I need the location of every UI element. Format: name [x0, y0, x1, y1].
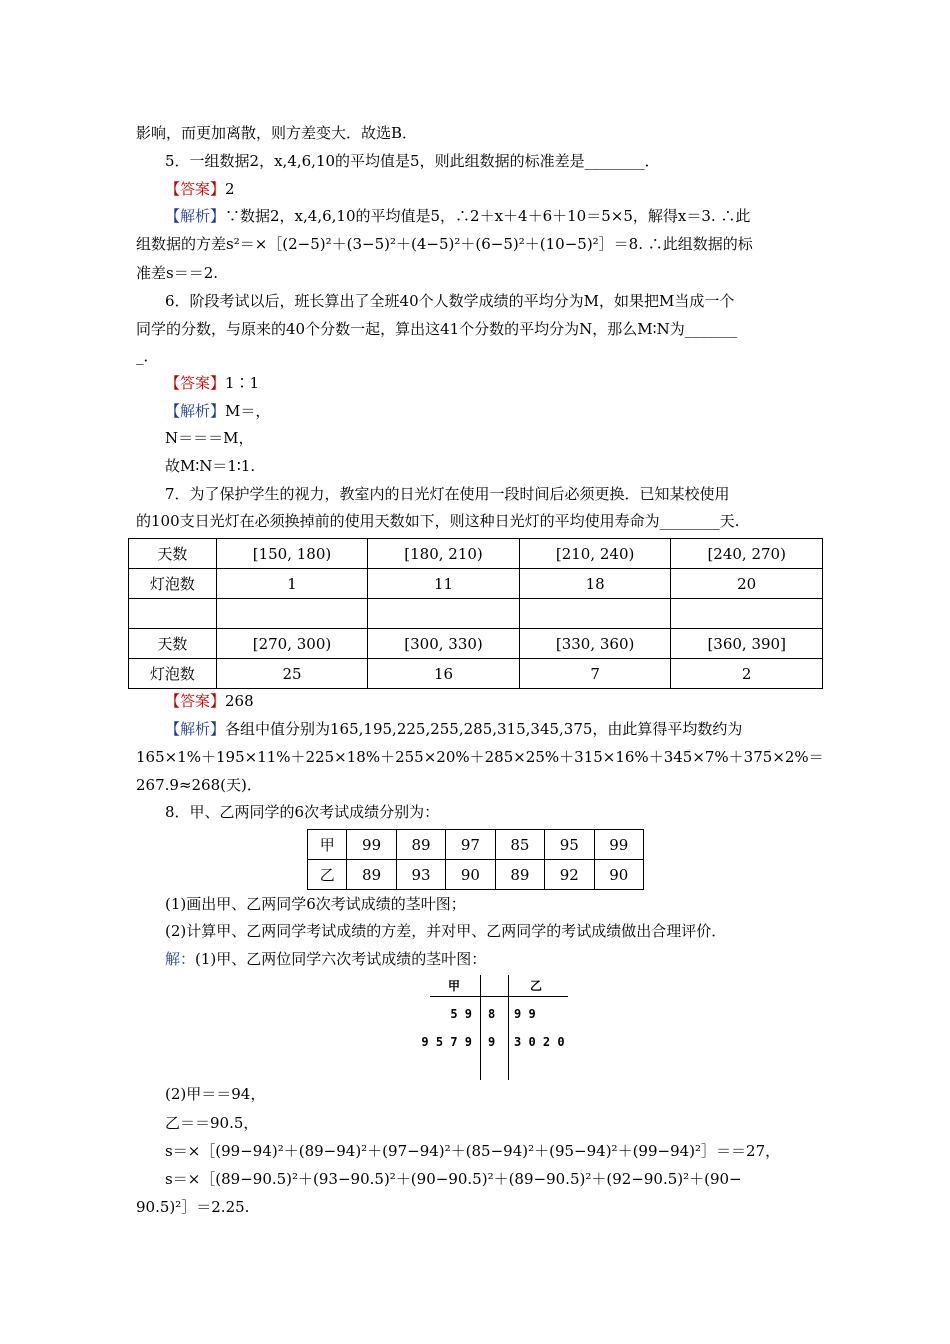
stem-value: 8: [488, 1007, 496, 1021]
text-line: 90.5)²］＝2.25.: [136, 1198, 250, 1216]
question-6: 6．阶段考试以后，班长算出了全班40个人数学成绩的平均分为M，如果把M当成一个: [165, 292, 735, 310]
header-left: 甲: [448, 979, 461, 993]
scores-table: [307, 829, 644, 890]
text-line: 267.9≈268(天)．: [136, 776, 262, 794]
leaves-left: 9 5 7 9: [421, 1035, 472, 1049]
header-right: 乙: [530, 979, 543, 993]
question-8-part-2: (2)计算甲、乙两同学考试成绩的方差，并对甲、乙两同学的考试成绩做出合理评价．: [165, 922, 727, 940]
leaves-left: 5 9: [450, 1007, 472, 1021]
question-5: 5．一组数据2，x,4,6,10的平均值是5，则此组数据的标准差是________．: [165, 152, 660, 170]
question-8: 8．甲、乙两同学的6次考试成绩分别为：: [165, 803, 440, 821]
solution-tag: 解：: [165, 950, 196, 968]
table-row: 天数 [150, 180) [180, 210) [210, 240) [240, 270): [129, 539, 823, 569]
text-line: s＝×［(99−94)²＋(89−94)²＋(97−94)²＋(85−94)²＋(95−94)²＋(99−94)²］＝＝27，: [165, 1142, 781, 1160]
text-line: 准差s＝＝2.: [136, 264, 219, 282]
text-line: (2)甲＝＝94，: [165, 1085, 266, 1103]
question-8-part-1: (1)画出甲、乙两同学6次考试成绩的茎叶图；: [165, 895, 466, 913]
text-line: s＝×［(89−90.5)²＋(93−90.5)²＋(90−90.5)²＋(89−90.5)²＋(92−90.5)²＋(90−: [165, 1170, 742, 1188]
table-row: 乙 89 93 90 89 92 90: [308, 860, 644, 890]
table-row: 天数 [270, 300) [300, 330) [330, 360) [360, 390]: [129, 629, 823, 659]
text-line: _．: [136, 347, 159, 365]
lamp-table: [128, 538, 823, 689]
table-row: [129, 599, 823, 629]
table-row: 甲 99 89 97 85 95 99: [308, 830, 644, 860]
text-line: 的100支日光灯在必须换掉前的使用天数如下，则这种日光灯的平均使用寿命为________天.: [136, 512, 740, 530]
table-row: 灯泡数 25 16 7 2: [129, 659, 823, 689]
stem-leaf-plot: [408, 975, 568, 1080]
answer-5: 【答案】2: [165, 180, 235, 198]
leaves-right: 3 0 2 0: [514, 1035, 565, 1049]
analysis-6: 【解析】M＝，: [165, 402, 271, 420]
analysis-tag: 【解析】: [165, 207, 226, 225]
text-line: 乙＝＝90.5，: [165, 1114, 259, 1132]
answer-7: 【答案】268: [165, 692, 254, 710]
leaves-right: 9 9: [514, 1007, 536, 1021]
question-7: 7．为了保护学生的视力，教室内的日光灯在使用一段时间后必须更换．已知某校使用: [165, 485, 730, 503]
text-line: N＝＝＝M，: [165, 429, 254, 447]
text-line: 故M∶N＝1∶1.: [165, 457, 256, 475]
text-line: 165×1%＋195×11%＋225×18%＋255×20%＋285×25%＋315×16%＋345×7%＋375×2%＝: [136, 748, 824, 766]
table-row: 灯泡数 1 11 18 20: [129, 569, 823, 599]
text-line: 同学的分数，与原来的40个分数一起，算出这41个分数的平均分为N，那么M∶N为_______: [136, 320, 738, 338]
text-line: 组数据的方差s²＝×［(2−5)²＋(3−5)²＋(4−5)²＋(6−5)²＋(10−5)²］＝8. ∴此组数据的标: [136, 235, 753, 253]
answer-tag: 【答案】: [165, 180, 226, 198]
analysis-5: 【解析】∵数据2，x,4,6,10的平均值是5，∴2＋x＋4＋6＋10＝5×5，解得x＝3. ∴此: [165, 207, 751, 225]
stem-value: 9: [488, 1035, 496, 1049]
analysis-7: 【解析】各组中值分别为165,195,225,255,285,315,345,375，由此算得平均数约为: [165, 720, 743, 738]
text-line: 影响，而更加离散，则方差变大．故选B．: [136, 124, 418, 142]
answer-6: 【答案】1∶1: [165, 374, 260, 392]
solution-8: 解：(1)甲、乙两位同学六次考试成绩的茎叶图：: [165, 950, 487, 968]
